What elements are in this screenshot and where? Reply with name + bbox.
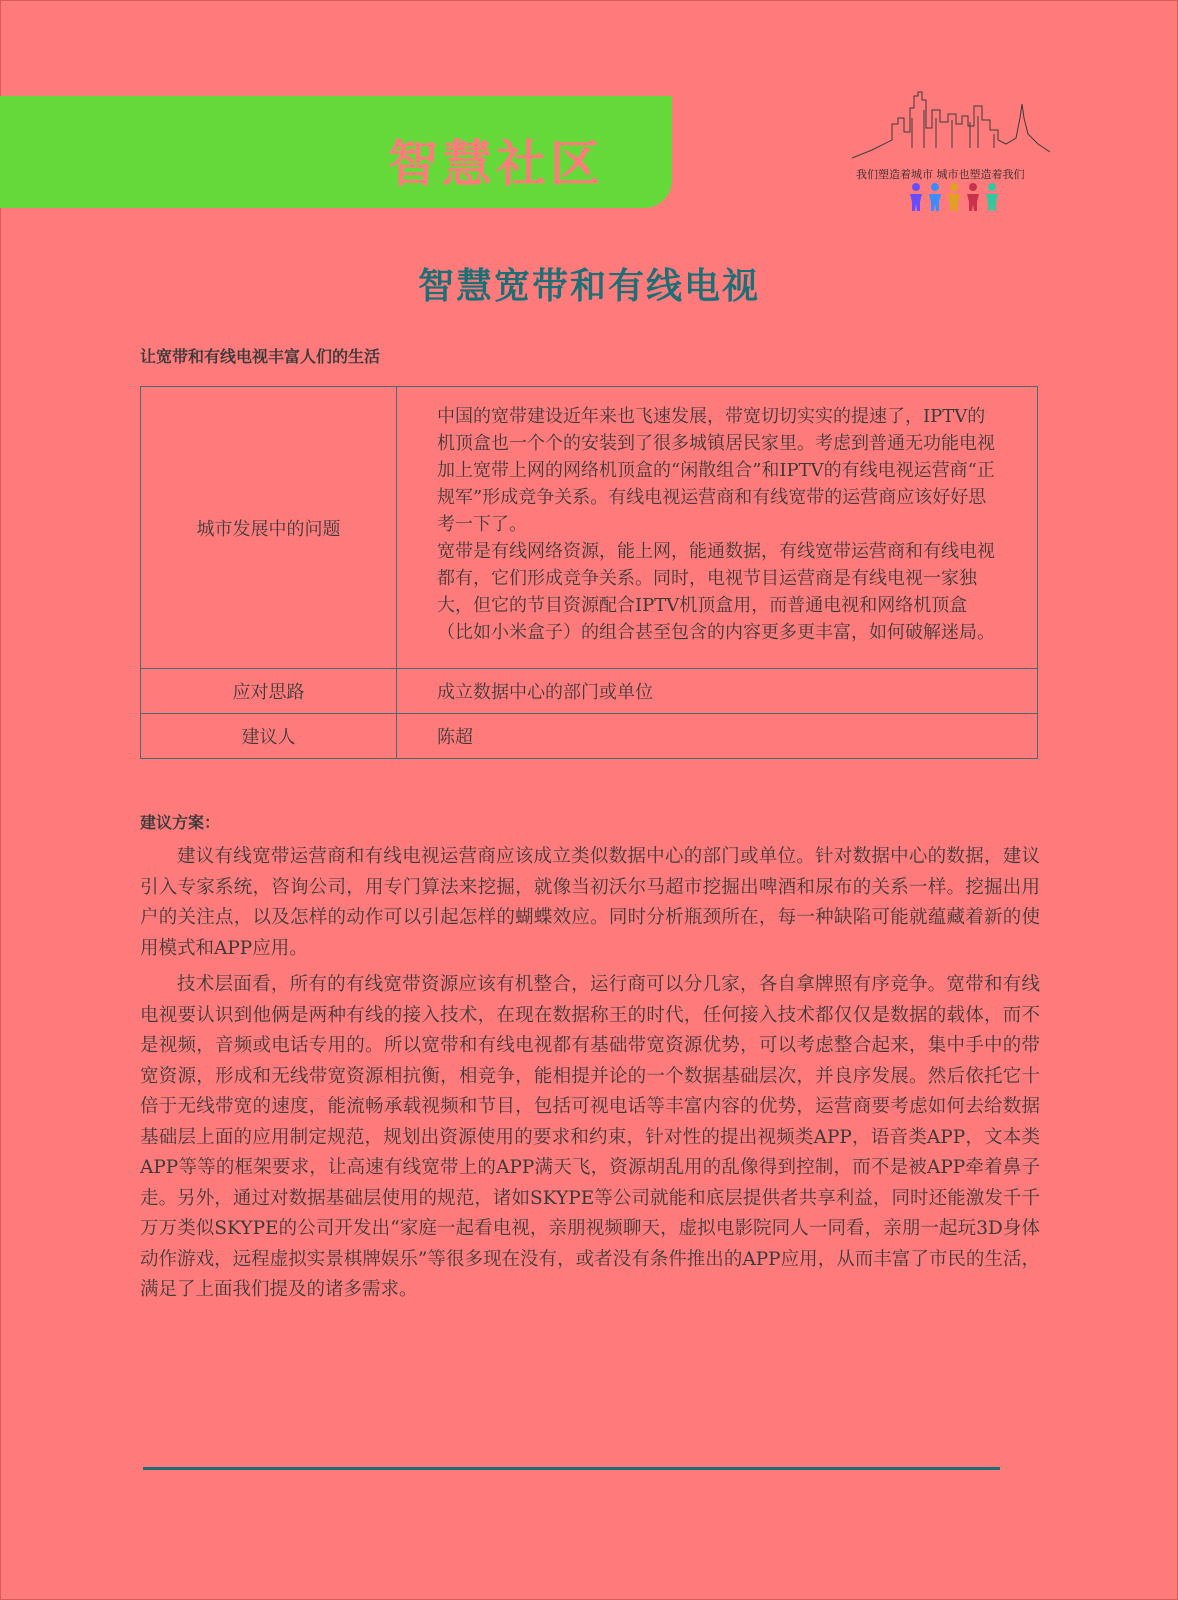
person-head [988, 183, 996, 191]
proposal-body [140, 842, 1040, 1312]
page-title: 智慧宽带和有线电视 [417, 266, 760, 307]
people-holding-hands-icon [906, 182, 1006, 212]
person-body [910, 194, 922, 211]
row-label: 城市发展中的问题 [141, 387, 397, 669]
person-head [969, 183, 977, 191]
city-skyline-icon [852, 88, 1052, 162]
info-table [140, 386, 1038, 759]
body-paragraph: 技术层面看，所有的有线宽带资源应该有机整合，运行商可以分几家，各自拿牌照有序竞争。宽带和有线电视要认识到他俩是两种有线的接入技术，在现在数据称王的时代，任何接入技术都仅仅是数据的载体，而不是视频，音频或电话专用的。所以宽带和有线电视都有基础带宽资源优势，可以考虑整合起来，集中手中的带宽资源，形成和无线带宽资源相抗衡，相竞争，能相提并论的一个数据基础层次，并良序发展。然后依托它十倍于无线带宽的速度，能流畅承载视频和节目，包括可视电话等丰富内容的优势，运营商要考虑如何去给数据基础层上面的应用制定规范，规划出资源使用的要求和约束，针对性的提出视频类APP，语音类APP，文本类APP等等的框架要求，让高速有线宽带上的APP满天飞，资源胡乱用的乱像得到控制，而不是被APP牵着鼻子走。另外，通过对数据基础层使用的规范，诸如SKYPE等公司就能和底层提供者共享利益，同时还能激发千千万万类似SKYPE的公司开发出“家庭一起看电视，亲朋视频聊天，虚拟电影院同人一同看，亲朋一起玩3D身体动作游戏，远程虚拟实景棋牌娱乐”等很多现在没有，或者没有条件推出的APP应用，从而丰富了市民的生活，满足了上面我们提及的诸多需求。 [140, 974, 1040, 1300]
body-paragraph: 建议有线宽带运营商和有线电视运营商应该成立类似数据中心的部门或单位。针对数据中心的数据，建议引入专家系统，咨询公司，用专门算法来挖掘，就像当初沃尔马超市挖掘出啤酒和尿布的关系一样。挖掘出用户的关注点，以及怎样的动作可以引起怎样的蝴蝶效应。同时分析瓶颈所在，每一种缺陷可能就蕴藏着新的使用模式和APP应用。 [140, 846, 1040, 959]
person-head [912, 183, 920, 191]
person-head [931, 183, 939, 191]
table-row [141, 387, 1038, 669]
content-paragraph: 中国的宽带建设近年来也飞速发展，带宽切切实实的提速了，IPTV的机顶盒也一个个的安装到了很多城镇居民家里。考虑到普通无功能电视加上宽带上网的网络机顶盒的“闲散组合”和IPTV的有线电视运营商“正规军”形成竞争关系。有线电视运营商和有线宽带的运营商应该好好思考一下了。 [437, 406, 995, 535]
person-body [929, 194, 941, 211]
person-body [948, 194, 960, 211]
slogan: 我们塑造着城市 城市也塑造着我们 [856, 168, 1025, 181]
person-body [986, 194, 998, 211]
person-head [950, 183, 958, 191]
row-content: 陈超 [397, 714, 1038, 759]
row-label: 应对思路 [141, 669, 397, 714]
person-body [967, 194, 979, 211]
section-title: 智慧社区 [388, 135, 604, 193]
bottom-rule [143, 1467, 1000, 1470]
proposal-heading: 建议方案： [140, 813, 221, 832]
row-content: 成立数据中心的部门或单位 [397, 669, 1038, 714]
row-content [397, 387, 1038, 669]
table-row [141, 714, 1038, 759]
subtitle: 让宽带和有线电视丰富人们的生活 [140, 347, 381, 366]
row-label: 建议人 [141, 714, 397, 759]
table-row [141, 669, 1038, 714]
content-paragraph: 宽带是有线网络资源，能上网，能通数据，有线宽带运营商和有线电视都有，它们形成竞争关系。同时，电视节目运营商是有线电视一家独大，但它的节目资源配合IPTV机顶盒用，而普通电视和网络机顶盒（比如小米盒子）的组合甚至包含的内容更多更丰富，如何破解迷局。 [437, 541, 995, 643]
